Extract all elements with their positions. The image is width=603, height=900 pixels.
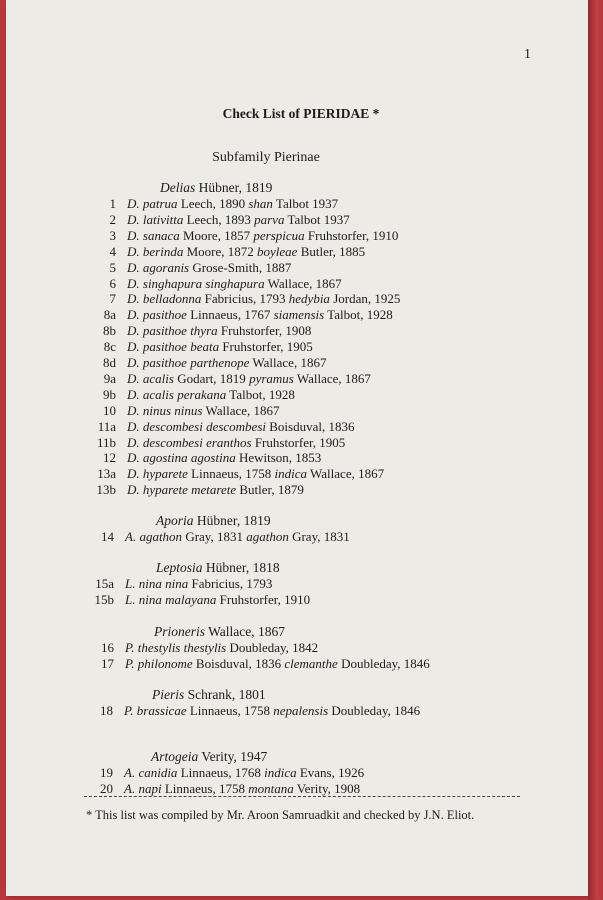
taxon-name: D. singhapura singhapura [127,275,265,291]
taxon-name: D. descombesi descombesi [127,418,266,434]
entry-number: 11b [96,434,116,450]
taxon-author: Butler, 1885 [297,243,366,259]
taxon-name: clemanthe [284,655,338,671]
taxon-author: Wallace, 1867 [307,466,385,482]
taxon-author: Doubleday, 1846 [328,703,421,718]
entry-text [127,450,321,466]
taxon-author: Fruhstorfer, 1905 [219,339,313,355]
taxon-name: D. hyparete [127,466,188,482]
entry-number: 20 [100,780,113,796]
taxon-author: Fruhstorfer, 1908 [217,323,312,339]
taxon-name: L. nina nina [125,576,189,591]
taxon-name: D. ninus ninus [127,402,203,418]
entry-number: 8a [103,307,116,323]
entry-number: 1 [109,196,116,211]
taxon-name: A. agathon [125,529,183,544]
entry-number: 4 [109,243,116,259]
entry-number: 5 [109,259,116,275]
genus-name: Leptosia [156,560,203,575]
taxon-author: Fabricius, 1793 [201,291,289,307]
taxon-author: Butler, 1879 [236,482,304,498]
taxon-author: Wallace, 1867 [264,275,342,291]
taxon-author: Linnaeus, 1758 [161,780,249,796]
genus-heading [154,624,285,640]
taxon-author: Talbot, 1928 [324,307,393,323]
entry-number: 8c [103,339,116,355]
entry-text [127,212,350,228]
entry-text [127,323,311,339]
taxon-author: Linnaeus, 1767 [186,307,274,323]
genus-author: Schrank, 1801 [184,687,266,702]
taxon-name: D. lativitta [127,211,184,227]
taxon-name: D. berinda [127,243,184,259]
taxon-author: Jordan, 1925 [329,291,401,307]
entry-number: 7 [109,291,116,307]
page-number: 1 [524,47,531,62]
genus-name: Aporia [156,513,194,528]
entry-number: 9b [103,386,116,402]
taxon-name: D. patrua [127,196,178,211]
entry-text [127,355,326,371]
entry-text [125,640,318,656]
entry-text [127,435,345,451]
genus-author: Wallace, 1867 [205,624,286,639]
entry-text [127,244,365,260]
taxon-name: D. acalis [127,370,174,386]
entry-number: 19 [100,765,113,780]
taxon-name: P. thestylis thestylis [125,640,227,655]
genus-heading [151,749,267,765]
taxon-author: Leech, 1893 [183,211,255,227]
taxon-name: hedybia [288,291,330,307]
taxon-author: Wallace, 1867 [249,355,327,370]
entry-text [127,196,338,212]
taxon-author: Fabricius, 1793 [188,576,273,591]
genus-author: Hübner, 1819 [195,180,273,195]
entry-text [127,387,295,403]
taxon-author: Linnaeus, 1758 [187,466,275,482]
taxon-name: D. sanaca [127,227,180,243]
taxon-author: Linnaeus, 1768 [177,765,265,780]
entry-text [127,307,393,323]
entry-number: 8d [103,355,116,370]
taxon-name: nepalensis [273,703,329,718]
entry-number: 2 [109,211,116,227]
entry-number: 10 [103,402,116,418]
genus-author: Verity, 1947 [198,749,268,764]
taxon-author: Verity, 1908 [293,780,361,796]
taxon-author: Leech, 1890 [177,196,249,211]
book-page [6,0,588,896]
genus-heading [160,180,272,196]
taxon-author: Grose-Smith, 1887 [189,259,292,275]
subfamily-heading: Subfamily Pierinae [212,150,320,165]
footnote-divider [84,796,520,797]
taxon-name: D. pasithoe parthenope [127,355,250,370]
entry-number: 15a [95,576,114,591]
entry-text [124,765,364,781]
taxon-author: Boisduval, 1836 [266,418,355,434]
entry-text [127,466,384,482]
taxon-author: Talbot 1937 [284,211,350,227]
genus-heading [156,513,271,529]
entry-text [127,419,354,435]
taxon-name: shan [248,196,273,211]
entry-text [124,703,420,719]
taxon-author: Linnaeus, 1758 [186,703,274,718]
genus-heading [156,560,280,576]
taxon-name: siamensis [273,307,325,323]
genus-name: Pieris [152,687,185,702]
genus-heading [152,687,266,703]
entry-text [127,291,400,307]
taxon-name: A. canidia [124,765,178,780]
taxon-name: D. hyparete metarete [127,482,237,498]
taxon-author: Talbot 1937 [272,196,339,211]
entry-text [127,403,280,419]
genus-author: Hübner, 1818 [202,560,280,575]
taxon-name: agathon [246,529,289,544]
taxon-name: D. agostina agostina [127,450,236,466]
taxon-name: D. belladonna [127,291,202,307]
taxon-author: Godart, 1819 [173,370,250,386]
taxon-name: D. acalis perakana [127,386,227,402]
entry-number: 13a [97,466,116,482]
genus-name: Prioneris [154,624,206,639]
book-cover-edge [588,0,603,900]
entry-text [125,576,272,592]
entry-number: 12 [103,450,116,466]
taxon-author: Hewitson, 1853 [235,450,322,466]
taxon-author: Wallace, 1867 [293,370,371,386]
entry-number: 16 [101,640,114,655]
taxon-name: D. agoranis [127,259,190,275]
entry-number: 3 [109,227,116,243]
entry-number: 6 [109,275,116,291]
entry-number: 18 [100,703,113,718]
entry-text [127,371,371,387]
taxon-name: parva [254,211,285,227]
taxon-author: Fruhstorfer, 1910 [216,591,311,607]
taxon-name: pyramus [249,370,294,386]
footnote: * This list was compiled by Mr. Aroon Samruadkit and checked by J.N. Eliot. [86,808,475,822]
entry-text [127,228,398,244]
taxon-name: boyleae [257,243,298,259]
entry-number: 11a [97,418,116,434]
genus-name: Delias [160,180,196,195]
entry-text [127,482,304,498]
taxon-name: perspicua [253,227,305,243]
page-title: Check List of PIERIDAE * [222,106,380,121]
taxon-author: Wallace, 1867 [202,402,280,418]
taxon-author: Gray, 1831 [288,529,350,544]
taxon-author: Boisduval, 1836 [192,655,285,671]
taxon-name: P. brassicae [124,703,187,718]
taxon-name: P. philonome [125,655,193,671]
entry-number: 13b [96,482,116,498]
taxon-author: Moore, 1857 [179,227,254,243]
taxon-author: Moore, 1872 [183,243,258,259]
entry-number: 14 [101,529,114,544]
taxon-author: Gray, 1831 [182,529,247,544]
genus-name: Artogeia [151,749,199,764]
taxon-author: Doubleday, 1842 [226,640,319,655]
entry-text [125,529,350,545]
taxon-name: indica [274,466,308,482]
entry-text [127,339,313,355]
entry-number: 8b [103,323,116,339]
entry-number: 17 [101,655,114,671]
taxon-name: A. napi [124,780,162,796]
taxon-name: D. pasithoe thyra [127,323,218,339]
taxon-author: Evans, 1926 [296,765,365,780]
genus-author: Hübner, 1819 [193,513,271,528]
taxon-name: D. pasithoe [127,307,187,323]
taxon-name: D. descombesi eranthos [127,434,252,450]
taxon-name: montana [248,780,294,796]
taxon-name: indica [264,765,297,780]
entry-number: 15b [94,591,114,607]
entry-text [125,592,310,608]
entry-text [125,656,430,672]
entry-text [124,781,360,797]
taxon-author: Talbot, 1928 [226,386,295,402]
entry-number: 9a [103,370,116,386]
taxon-name: L. nina malayana [125,591,217,607]
entry-text [127,276,342,292]
taxon-author: Fruhstorfer, 1905 [251,434,346,450]
taxon-author: Fruhstorfer, 1910 [304,227,399,243]
entry-text [127,260,291,276]
taxon-author: Doubleday, 1846 [337,655,430,671]
taxon-name: D. pasithoe beata [127,339,220,355]
